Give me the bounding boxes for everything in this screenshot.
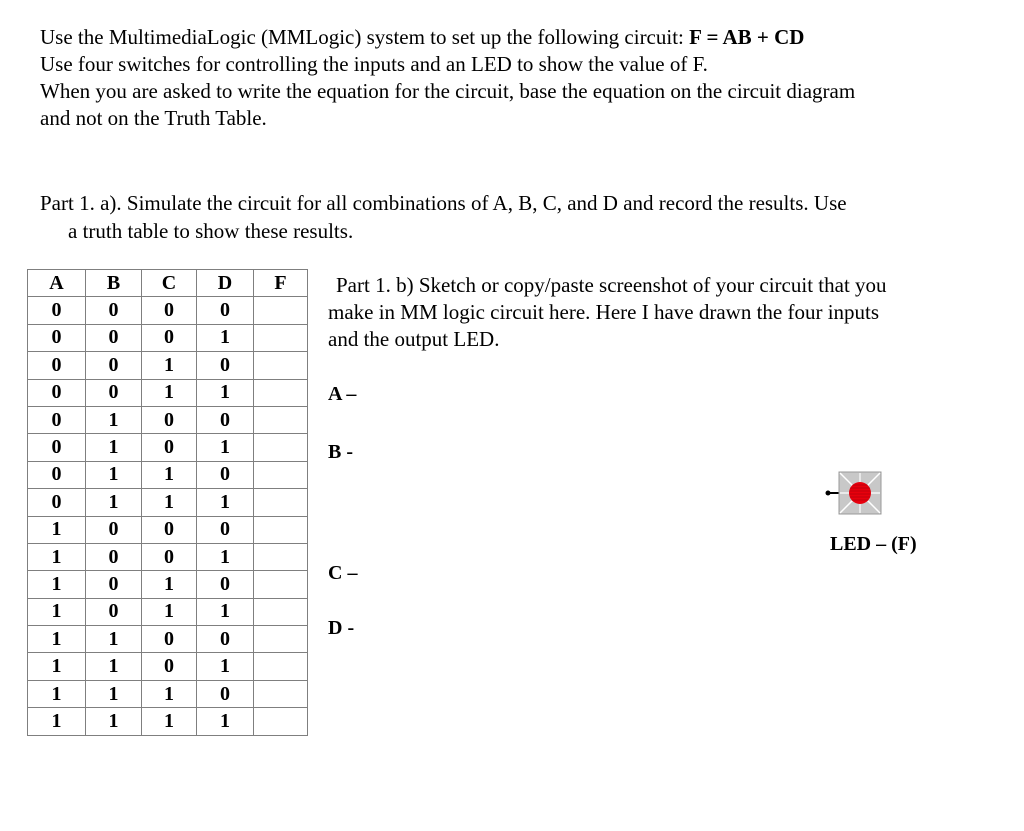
table-cell[interactable] [254,626,308,653]
table-cell: 1 [86,434,142,461]
header-a: A [28,270,86,297]
input-label-c: C – [328,562,358,584]
table-cell: 0 [28,489,86,516]
table-cell: 0 [142,543,197,570]
table-cell: 1 [142,708,197,735]
input-label-a: A – [328,383,357,405]
table-cell[interactable] [254,352,308,379]
table-cell: 0 [86,516,142,543]
table-cell[interactable] [254,297,308,324]
input-label-d: D - [328,617,355,639]
table-cell: 1 [28,680,86,707]
part-1b-prompt [328,272,988,353]
part-1a-line-2: a truth table to show these results. [68,219,354,243]
instruction-line-3: When you are asked to write the equation for the circuit, base the equation on the circuit diagram [40,79,856,103]
table-cell: 1 [197,434,254,461]
table-cell: 0 [28,434,86,461]
part-1a-prompt [40,189,980,245]
table-cell[interactable] [254,516,308,543]
table-cell: 0 [197,571,254,598]
table-cell[interactable] [254,653,308,680]
table-cell: 0 [142,324,197,351]
table-row [28,352,308,379]
instruction-line-1 [40,24,990,51]
table-cell: 1 [86,626,142,653]
header-d: D [197,270,254,297]
table-cell: 1 [28,516,86,543]
table-row [28,379,308,406]
table-cell: 0 [86,543,142,570]
table-cell: 0 [142,516,197,543]
table-row [28,516,308,543]
instruction-line-2: Use four switches for controlling the inputs and an LED to show the value of F. [40,52,708,76]
instruction-line-4: and not on the Truth Table. [40,106,267,130]
table-cell: 0 [86,598,142,625]
table-cell: 1 [28,708,86,735]
table-cell: 1 [142,352,197,379]
led-icon [822,468,892,520]
part-1a-line-1: Part 1. a). Simulate the circuit for all combinations of A, B, C, and D and record the results. Use [40,191,847,215]
table-cell: 1 [28,571,86,598]
table-cell: 1 [86,406,142,433]
table-cell: 0 [142,653,197,680]
table-cell: 0 [142,434,197,461]
table-cell: 0 [28,461,86,488]
table-cell: 0 [197,626,254,653]
table-row [28,708,308,735]
truth-table [27,269,308,736]
table-cell: 0 [142,626,197,653]
led-label: LED – (F) [830,533,917,555]
table-cell: 0 [86,297,142,324]
table-row [28,543,308,570]
header-c: C [142,270,197,297]
table-row [28,297,308,324]
input-label-b: B - [328,441,353,463]
table-cell[interactable] [254,598,308,625]
table-cell: 1 [142,461,197,488]
truth-table-header-row [28,270,308,297]
table-cell: 1 [142,598,197,625]
table-cell: 1 [142,489,197,516]
table-cell: 0 [197,352,254,379]
table-cell: 0 [197,680,254,707]
table-cell: 1 [28,543,86,570]
table-cell: 0 [28,324,86,351]
table-cell: 1 [197,708,254,735]
table-cell: 0 [142,406,197,433]
table-cell: 1 [86,708,142,735]
table-cell: 0 [28,352,86,379]
instructions [40,24,990,132]
table-row [28,461,308,488]
table-cell[interactable] [254,708,308,735]
table-row [28,406,308,433]
table-row [28,653,308,680]
table-cell: 0 [142,297,197,324]
table-cell: 0 [28,379,86,406]
table-cell: 0 [86,379,142,406]
header-b: B [86,270,142,297]
table-cell: 0 [28,297,86,324]
part-1b-line-2: make in MM logic circuit here. Here I have drawn the four inputs [328,300,880,324]
table-cell: 0 [197,461,254,488]
table-cell: 1 [142,379,197,406]
table-row [28,680,308,707]
table-cell: 1 [86,680,142,707]
table-cell: 1 [86,461,142,488]
table-cell[interactable] [254,543,308,570]
table-cell: 1 [28,653,86,680]
table-row [28,571,308,598]
table-row [28,324,308,351]
table-cell: 1 [142,571,197,598]
table-cell[interactable] [254,461,308,488]
table-row [28,598,308,625]
table-cell[interactable] [254,489,308,516]
table-cell[interactable] [254,379,308,406]
table-cell: 0 [197,406,254,433]
table-cell: 1 [197,324,254,351]
table-cell: 1 [86,653,142,680]
table-cell[interactable] [254,324,308,351]
table-cell[interactable] [254,406,308,433]
table-cell: 0 [197,516,254,543]
table-cell: 1 [197,379,254,406]
header-f: F [254,270,308,297]
table-cell: 1 [197,598,254,625]
table-cell: 0 [86,324,142,351]
table-cell[interactable] [254,680,308,707]
part-1b-line-1: Part 1. b) Sketch or copy/paste screenshot of your circuit that you [336,273,887,297]
table-row [28,489,308,516]
circuit-equation: F = AB + CD [689,25,805,49]
led-component[interactable] [822,468,892,520]
table-cell: 0 [86,571,142,598]
table-cell: 1 [197,489,254,516]
table-cell: 1 [28,598,86,625]
table-cell[interactable] [254,434,308,461]
table-cell: 0 [86,352,142,379]
table-cell: 1 [142,680,197,707]
table-row [28,626,308,653]
table-cell: 1 [197,653,254,680]
part-1b-line-3: and the output LED. [328,327,500,351]
table-cell: 0 [28,406,86,433]
table-row [28,434,308,461]
table-cell: 0 [197,297,254,324]
table-cell: 1 [197,543,254,570]
table-cell: 1 [28,626,86,653]
instruction-line-1-text: Use the MultimediaLogic (MMLogic) system to set up the following circuit: [40,25,690,49]
table-cell[interactable] [254,571,308,598]
table-cell: 1 [86,489,142,516]
